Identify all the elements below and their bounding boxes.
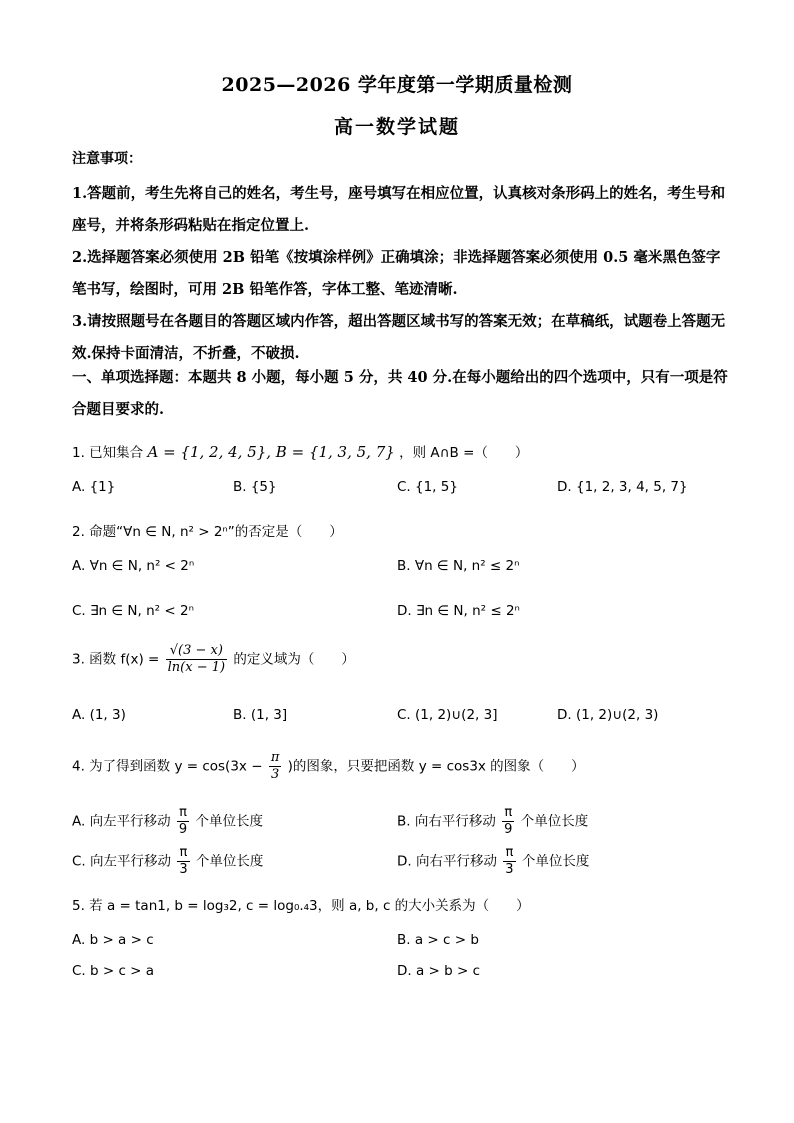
fraction: [269, 750, 282, 783]
option-a[interactable]: A. {1}: [72, 479, 116, 495]
option-c[interactable]: [72, 845, 263, 878]
option-text: D. 向右平行移动: [397, 853, 497, 870]
section-heading: 一、单项选择题：本题共 8 小题，每小题 5 分，共 40 分.在每小题给出的四个选项中，只有一项是符合题目要求的.: [72, 369, 728, 418]
notes-block: [72, 148, 732, 370]
option-text: A. 向左平行移动: [72, 813, 171, 830]
question-2: 2. 命题“∀n ∈ N, n² > 2ⁿ”的否定是（ ）: [72, 524, 343, 540]
option-d[interactable]: D. a > b > c: [397, 963, 481, 979]
question-5: 5. 若 a = tan1, b = log₃2, c = log₀.₄3，则 a, b, c 的大小关系为（ ）: [72, 898, 530, 914]
option-b[interactable]: B. a > c > b: [397, 932, 479, 948]
note-item: 2.选择题答案必须使用 2B 铅笔《按填涂样例》正确填涂；非选择题答案必须使用 0.5 毫米黑色签字笔书写，绘图时，可用 2B 铅笔作答，字体工整、笔迹清晰.: [72, 249, 721, 298]
option-a[interactable]: [72, 805, 263, 838]
option-d[interactable]: D. ∃n ∈ N, n² ≤ 2ⁿ: [397, 603, 520, 619]
fraction-denominator: 9: [178, 822, 188, 837]
option-a[interactable]: A. ∀n ∈ N, n² < 2ⁿ: [72, 558, 195, 574]
question-1: [72, 441, 732, 461]
fraction-denominator: 3: [505, 862, 514, 877]
fraction-numerator: π: [502, 805, 514, 822]
option-d[interactable]: D. {1, 2, 3, 4, 5, 7}: [557, 479, 688, 495]
option-b[interactable]: B. ∀n ∈ N, n² ≤ 2ⁿ: [397, 558, 520, 574]
question-math: A = {1, 2, 4, 5}, B = {1, 3, 5, 7}: [147, 443, 395, 461]
fraction: [166, 643, 227, 676]
option-b[interactable]: B. (1, 3]: [233, 707, 288, 723]
question-text: )的图象，只要把函数 y = cos3x 的图象（ ）: [287, 758, 585, 775]
fraction-denominator: 3: [179, 862, 188, 877]
fraction-numerator: π: [177, 845, 189, 862]
option-d[interactable]: D. (1, 2)∪(2, 3): [557, 707, 659, 723]
option-text: 个单位长度: [521, 853, 590, 870]
fraction-numerator: √(3 − x): [166, 643, 227, 660]
question-text: 3. 函数 f(x) =: [72, 651, 160, 668]
option-a[interactable]: A. b > a > c: [72, 932, 154, 948]
option-d[interactable]: [397, 845, 589, 878]
exam-title: 2025—2026 学年度第一学期质量检测: [221, 74, 573, 96]
option-c[interactable]: C. {1, 5}: [397, 479, 458, 495]
fraction: [177, 805, 189, 838]
option-text: 个单位长度: [195, 853, 264, 870]
exam-subtitle: 高一数学试题: [333, 116, 460, 138]
note-item: 3.请按照题号在各题目的答题区域内作答，超出答题区域书写的答案无效；在草稿纸，试题卷上答题无效.保持卡面清洁，不折叠，不破损.: [72, 313, 726, 362]
option-text: C. 向左平行移动: [72, 853, 172, 870]
option-c[interactable]: C. ∃n ∈ N, n² < 2ⁿ: [72, 603, 194, 619]
fraction: [503, 845, 515, 878]
question-3: [72, 643, 732, 676]
question-text: 1. 已知集合: [72, 445, 144, 461]
fraction: [502, 805, 514, 838]
fraction-numerator: π: [503, 845, 515, 862]
fraction-denominator: 9: [504, 822, 513, 837]
option-text: 个单位长度: [195, 813, 263, 830]
option-c[interactable]: C. b > c > a: [72, 963, 155, 979]
option-b[interactable]: [397, 805, 588, 838]
option-a[interactable]: A. (1, 3): [72, 707, 126, 723]
fraction: [177, 845, 189, 878]
notes-heading: 注意事项：: [72, 151, 142, 167]
question-text: ，则 A∩B =（ ）: [399, 445, 529, 461]
question-4: [72, 750, 732, 783]
question-text: 的定义域为（ ）: [233, 651, 355, 668]
fraction-numerator: π: [270, 750, 280, 765]
fraction-numerator: π: [177, 805, 189, 822]
option-c[interactable]: C. (1, 2)∪(2, 3]: [397, 707, 498, 723]
fraction-denominator: 3: [270, 767, 280, 782]
question-text: 4. 为了得到函数 y = cos(3x −: [72, 758, 263, 775]
option-text: 个单位长度: [520, 813, 589, 830]
option-b[interactable]: B. {5}: [233, 479, 277, 495]
option-text: B. 向右平行移动: [397, 813, 496, 830]
note-item: 1.答题前，考生先将自己的姓名，考生号，座号填写在相应位置，认真核对条形码上的姓名，考生号和座号，并将条形码粘贴在指定位置上.: [72, 185, 726, 234]
fraction-denominator: ln(x − 1): [167, 660, 226, 675]
